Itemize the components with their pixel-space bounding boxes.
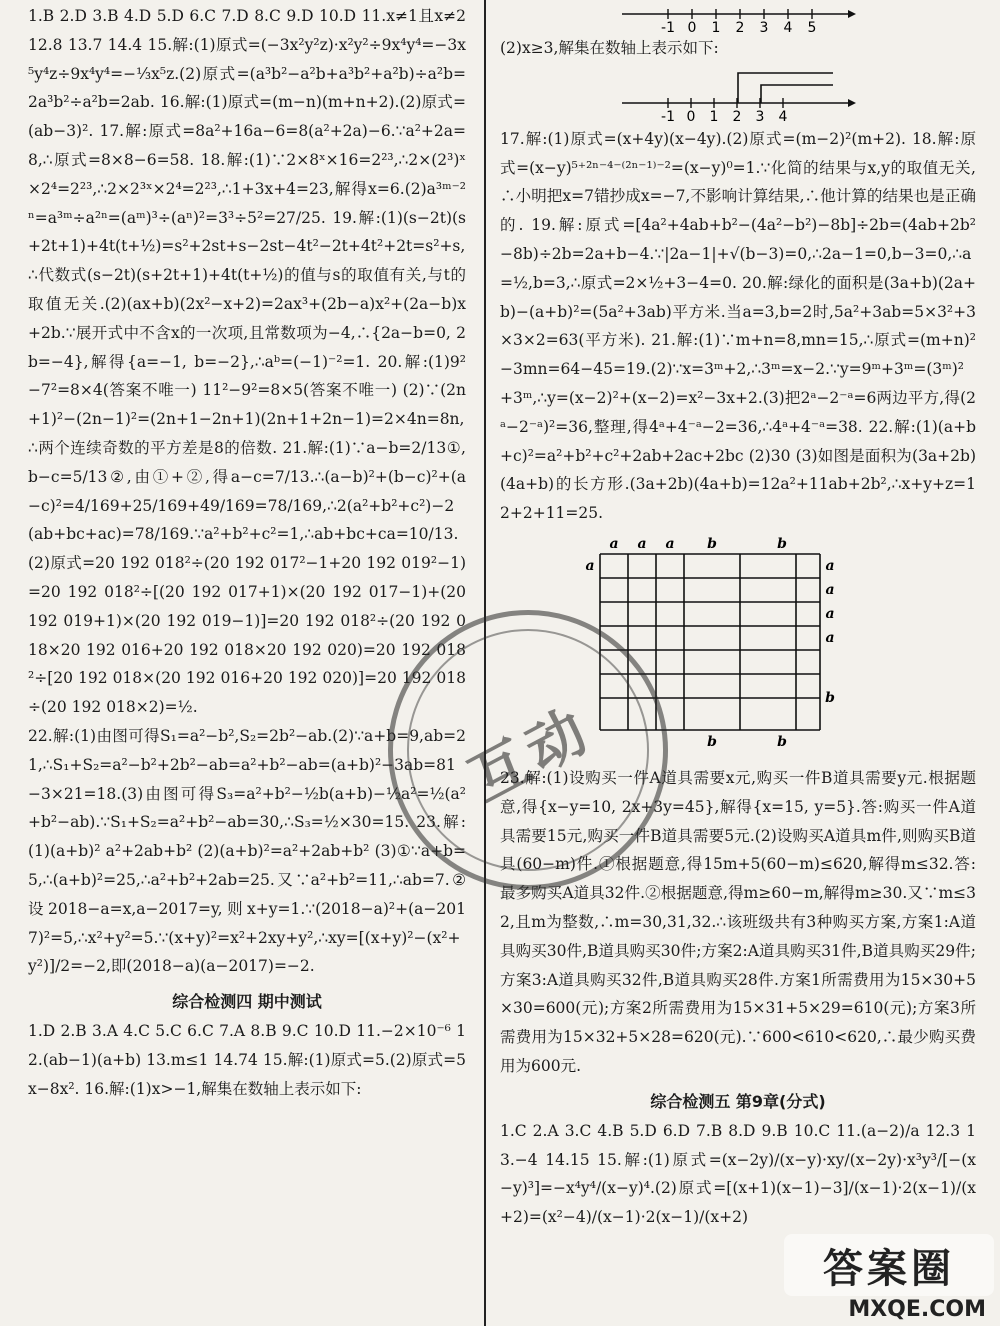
left-answers-part1: 1.B 2.D 3.B 4.D 5.D 6.C 7.D 8.C 9.D 10.D 11.x≠1且x≠2 12.8 13.7 14.4 15.解:(1)原式=(−3x²y²z)·x²y²÷9x⁴y⁴=−3x⁵y⁴z÷9x⁴y⁴=−⅓x⁵z.(2)原式=(a³b²−a²b+a³b²+a²b)÷a²b=2a³b²÷a²b=2ab. 16.解:(1)原式=(m−n)(m+n+2).(2)原式=(ab−3)². 17.解:原式=8a²+16a−6=8(a²+2a)−6.∵a²+2a=8,∴原式=8×8−6=58. 18.解:(1)∵2×8ˣ×16=2²³,∴2×(2³)ˣ×2⁴=2²³,∴2×2³ˣ×2⁴=2²³,∴1+3x+4=23,解得x=6.(2)a³ᵐ⁻²ⁿ=a³ᵐ÷a²ⁿ=(aᵐ)³÷(aⁿ)²=3³÷5²=27/25. 19.解:(1)(s−2t)(s+2t+1)+4t(t+½)=s²+2st+s−2st−4t²−2t+4t²+2t=s²+s,∴代数式(s−2t)(s+2t+1)+4t(t+½)的值与s的取值有关,与t的取值无关.(2)(ax+b)(2x²−x+2)=2ax³+(2b−a)x²+(2a−b)x+2b.∵展开式中不含x的一次项,且常数项为−4,∴{2a−b=0, 2b=−4},解得{a=−1, b=−2},∴aᵇ=(−1)⁻²=1. 20.解:(1)9²−7²=8×4(答案不唯一) 11²−9²=8×5(答案不唯一) (2)∵(2n+1)²−(2n−1)²=(2n+1−2n+1)(2n+1+2n−1)=2×4n=8n,∴两个连续奇数的平方差是8的倍数. 21.解:(1)∵a−b=2/13①,b−c=5/13②,由①+②,得a−c=7/13.∴(a−b)²+(b−c)²+(a−c)²=4/169+25/169+49/169=78/169,∴2(a²+b²+c²)−2(ab+bc+ac)=78/169.∵a²+b²+c²=1,∴ab+bc+ca=10/13.(2)原式=20 192 018²÷(20 192 017²−1+20 192 019²−1)=20 192 018²÷[(20 192 017+1)×(20 192 017−1)+(20 192 019+1)×(20 192 019−1)]=20 192 018²÷(20 192 018×20 192 016+20 192 018×20 192 020)=20 192 018²÷[20 192 018×(20 192 016+20 192 020)]=20 192 018÷(20 192 018×2)=½. [28,7,466,717]
site-logo [784,1234,994,1296]
grid-label-bottom: b [777,733,787,750]
right-text-1: (2)x≥3,解集在数轴上表示如下: [500,39,719,57]
grid-label-top: a [637,535,647,552]
number-line-tick-label: 0 [687,20,697,34]
grid-label-top: b [777,535,787,552]
number-line-tick-label: -1 [661,20,675,34]
section-title-midterm: 综合检测四 期中测试 [172,992,322,1012]
area-grid [500,534,976,764]
number-line-tick-label: 4 [783,20,793,34]
grid-label-left: a [585,557,595,574]
grid-label-right: a [825,557,835,574]
number-line-2 [618,63,858,125]
right-column [488,0,1000,1326]
grid-label-bottom: b [707,733,717,750]
site-url: MXQE.COM [848,1297,986,1322]
grid-label-right: b [825,689,835,706]
left-answers-part2: 22.解:(1)由图可得S₁=a²−b²,S₂=2b²−ab.(2)∵a+b=9,ab=21,∴S₁+S₂=a²−b²+2b²−ab=a²+b²−ab=(a+b)²−3ab=81−3×21=18.(3)由图可得S₃=a²+b²−½b(a+b)−½a²=½(a²+b²−ab).∵S₁+S₂=a²+b²−ab=30,∴S₃=½×30=15. 23.解:(1)(a+b)² a²+2ab+b² (2)(a+b)²=a²+2ab+b² (3)①∵a+b=5,∴(a+b)²=25,∴a²+b²+2ab=25.又∵a²+b²=11,∴ab=7.②设2018−a=x,a−2017=y,则x+y=1.∵(2018−a)²+(a−2017)²=5,∴x²+y²=5.∵(x+y)²=x²+2xy+y²,∴xy=[(x+y)²−(x²+y²)]/2=−2,即(2018−a)(a−2017)=−2. [28,726,466,976]
logo-text: 答案圈 [823,1245,955,1292]
number-line-1 [618,0,858,34]
left-column [0,0,486,1326]
number-line-tick-label: 2 [732,108,742,125]
grid-label-top: b [707,535,717,552]
number-line-tick-label: 3 [755,108,765,125]
grid-label-top: a [609,535,619,552]
number-line-tick-label: -1 [661,108,675,125]
number-line-tick-label: 0 [686,108,696,125]
number-line-tick-label: 1 [711,20,721,34]
left-answers-part3: 1.D 2.B 3.A 4.C 5.C 6.C 7.A 8.B 9.C 10.D 11.−2×10⁻⁶ 12.(ab−1)(a+b) 13.m≤1 14.74 15.解:(1)原式=5.(2)原式=5x−8x². 16.解:(1)x>−1,解集在数轴上表示如下: [28,1022,466,1098]
grid-label-top: a [665,535,675,552]
number-line-tick-label: 1 [709,108,719,125]
grid-label-right: a [825,581,835,598]
right-answers-part2: 23.解:(1)设购买一件A道具需要x元,购买一件B道具需要y元.根据题意,得{x−y=10, 2x+3y=45},解得{x=15, y=5}.答:购买一件A道具需要15元,购买一件B道具需要5元.(2)设购买A道具m件,则购买B道具(60−m)件.①根据题意,得15m+5(60−m)≤620,解得m≤32.答:最多购买A道具32件.②根据题意,得m≥60−m,解得m≥30.又∵m≤32,且m为整数,∴m=30,31,32.∴该班级共有3种购买方案,方案1:A道具购买30件,B道具购买30件;方案2:A道具购买31件,B道具购买29件;方案3:A道具购买32件,B道具购买28件.方案1所需费用为15×30+5×30=600(元);方案2所需费用为15×31+5×29=610(元);方案3所需费用为15×32+5×28=620(元).∵600<610<620,∴最少购买费用为600元. [500,768,976,1075]
grid-label-right: a [825,605,835,622]
number-line-tick-label: 3 [759,20,769,34]
watermark-text: 互动 [457,694,603,815]
number-line-tick-label: 5 [807,20,817,34]
column-divider [484,0,486,1326]
area-grid-figure [500,534,976,764]
section-title-chapter9: 综合检测五 第9章(分式) [650,1091,826,1111]
right-answers-part3: 1.C 2.A 3.C 4.B 5.D 6.D 7.B 8.D 9.B 10.C 11.(a−2)/a 12.3 13.−4 14.15 15.解:(1)原式=(x−2y)/(x−y)·xy/(x−2y)·x³y³/[−(x−y)³]=−x⁴y⁴/(x−y)⁴.(2)原式=[(x+1)(x−1)−3]/(x−1)·2(x−1)/(x+2)=(x²−4)/(x−1)·2(x−1)/(x+2) [500,1121,976,1227]
right-answers-part1: 17.解:(1)原式=(x+4y)(x−4y).(2)原式=(m−2)²(m+2). 18.解:原式=(x−y)⁵⁺²ⁿ⁻⁴⁻⁽²ⁿ⁻¹⁾⁻²=(x−y)⁰=1.∵化简的结果与x,y的取值无关,∴小明把x=7错抄成x=−7,不影响计算结果,∴他计算的结果也是正确的. 19.解:原式=[4a²+4ab+b²−(4a²−b²)−8b]÷2b=(4ab+2b²−8b)÷2b=2a+b−4.∵|2a−1|+√(b−3)=0,∴2a−1=0,b−3=0,∴a=½,b=3,∴原式=2×½+3−4=0. 20.解:绿化的面积是(3a+b)(2a+b)−(a+b)²=(5a²+3ab)平方米.当a=3,b=2时,5a²+3ab=5×3²+3×3×2=63(平方米). 21.解:(1)∵m+n=8,mn=15,∴原式=(m+n)²−3mn=64−45=19.(2)∵x=3ᵐ+2,∴3ᵐ=x−2.∵y=9ᵐ+3ᵐ=(3ᵐ)²+3ᵐ,∴y=(x−2)²+(x−2)=x²−3x+2.(3)把2ᵃ−2⁻ᵃ=6两边平方,得(2ᵃ−2⁻ᵃ)²=36,整理,得4ᵃ+4⁻ᵃ−2=36,∴4ᵃ+4⁻ᵃ=38. 22.解:(1)(a+b+c)²=a²+b²+c²+2ab+2ac+2bc (2)30 (3)如图是面积为(3a+2b)(4a+b)的长方形.(3a+2b)(4a+b)=12a²+11ab+2b²,∴x+y+z=12+2+11=25. [500,129,976,523]
number-line-tick-label: 4 [778,108,788,125]
grid-label-right: a [825,629,835,646]
number-line-tick-label: 2 [735,20,745,34]
